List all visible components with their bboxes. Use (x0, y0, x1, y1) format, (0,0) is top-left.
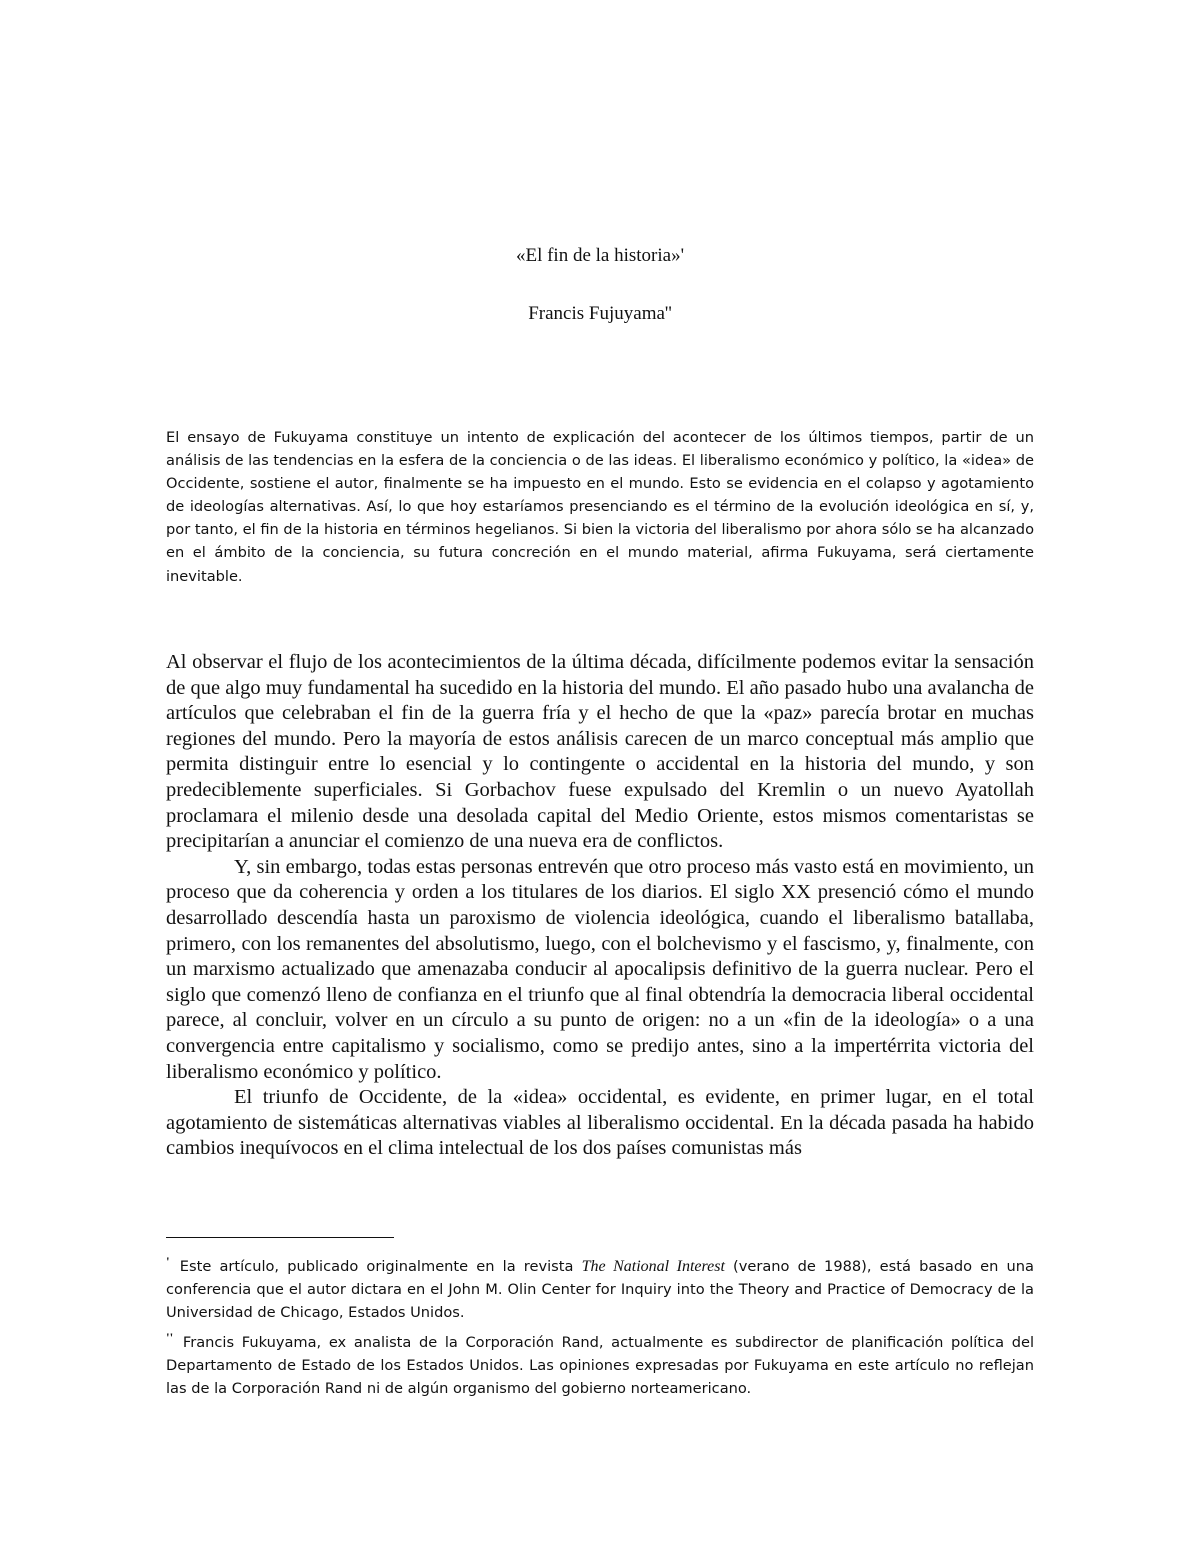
body-text (166, 650, 1034, 1162)
body-paragraph-3: El triunfo de Occidente, de la «idea» occidental, es evidente, en primer lugar, en el total agotamiento de sistemáticas alternativas viables al liberalismo occidental. En la década pasada ha habido cambios inequívocos en el clima intelectual de los dos países comunistas más (166, 1086, 1034, 1160)
footnote-1-mark: ' (166, 1254, 170, 1269)
document-title: «El fin de la historia»' (515, 245, 685, 266)
footnote-2-mark: '' (166, 1330, 174, 1346)
document-author: Francis Fujuyama'' (528, 303, 672, 324)
footnote-1-text-after: (verano de 1988), está basado en una conferencia que el autor dictara en el John M. Olin Center for Inquiry into the Theory and Practice of Democracy de la Universidad de Chicago, Estados Unidos. (166, 1258, 1034, 1322)
abstract-paragraph: El ensayo de Fukuyama constituye un intento de explicación del acontecer de los últimos tiempos, partir de un análisis de las tendencias en la esfera de la conciencia o de las ideas. El liberalismo económico y político, la «idea» de Occidente, sostiene el autor, finalmente se ha impuesto en el mundo. Esto se evidencia en el colapso y agotamiento de ideologías alternativas. Así, lo que hoy estaríamos presenciando es el término de la evolución ideológica en sí, y, por tanto, el fin de la historia en términos hegelianos. Si bien la victoria del liberalismo por ahora sólo se ha alcanzado en el ámbito de la conciencia, su futura concreción en el mundo material, afirma Fukuyama, será ciertamente inevitable. (166, 429, 1034, 585)
footnotes (166, 1250, 1034, 1403)
footnote-2 (166, 1326, 1034, 1400)
body-paragraph-1: Al observar el flujo de los acontecimientos de la última década, difícilmente podemos evitar la sensación de que algo muy fundamental ha sucedido en la historia del mundo. El año pasado hubo una avalancha de artículos que celebraban el fin de la guerra fría y el hecho de que la «paz» parecía brotar en muchas regiones del mundo. Pero la mayoría de estos análisis carecen de un marco conceptual más amplio que permita distinguir entre lo esencial y lo contingente o accidental en la historia del mundo, y son predeciblemente superficiales. Si Gorbachov fuese expulsado del Kremlin o un nuevo Ayatollah proclamara el milenio desde una desolada capital del Medio Oriente, estos mismos comentaristas se precipitarían a anunciar el comienzo de una nueva era de conflictos. (166, 651, 1034, 853)
body-paragraph-2: Y, sin embargo, todas estas personas entrevén que otro proceso más vasto está en movimiento, un proceso que da coherencia y orden a los titulares de los diarios. El siglo XX presenció cómo el mundo desarrollado descendía hasta un paroxismo de violencia ideológica, cuando el liberalismo batallaba, primero, con los remanentes del absolutismo, luego, con el bolchevismo y el fascismo, y, finalmente, con un marxismo actualizado que amenazaba conducir al apocalipsis definitivo de la guerra nuclear. Pero el siglo que comenzó lleno de confianza en el triunfo que al final obtendría la democracia liberal occidental parece, al concluir, volver en un círculo a su punto de origen: no a un «fin de la ideología» o a una convergencia entre capitalismo y socialismo, como se predijo antes, sino a la impertérrita victoria del liberalismo económico y político. (166, 855, 1034, 1083)
footnote-2-text: Francis Fukuyama, ex analista de la Corporación Rand, actualmente es subdirector de planificación política del Departamento de Estado de los Estados Unidos. Las opiniones expresadas por Fukuyama en este artículo no reflejan las de la Corporación Rand ni de algún organismo del gobierno norteamericano. (166, 1334, 1034, 1398)
footnote-1-text-before: Este artículo, publicado originalmente en la revista (179, 1258, 582, 1275)
footnote-divider (166, 1237, 394, 1238)
footnote-1 (166, 1250, 1034, 1324)
footnote-1-journal: The National Interest (581, 1258, 725, 1275)
